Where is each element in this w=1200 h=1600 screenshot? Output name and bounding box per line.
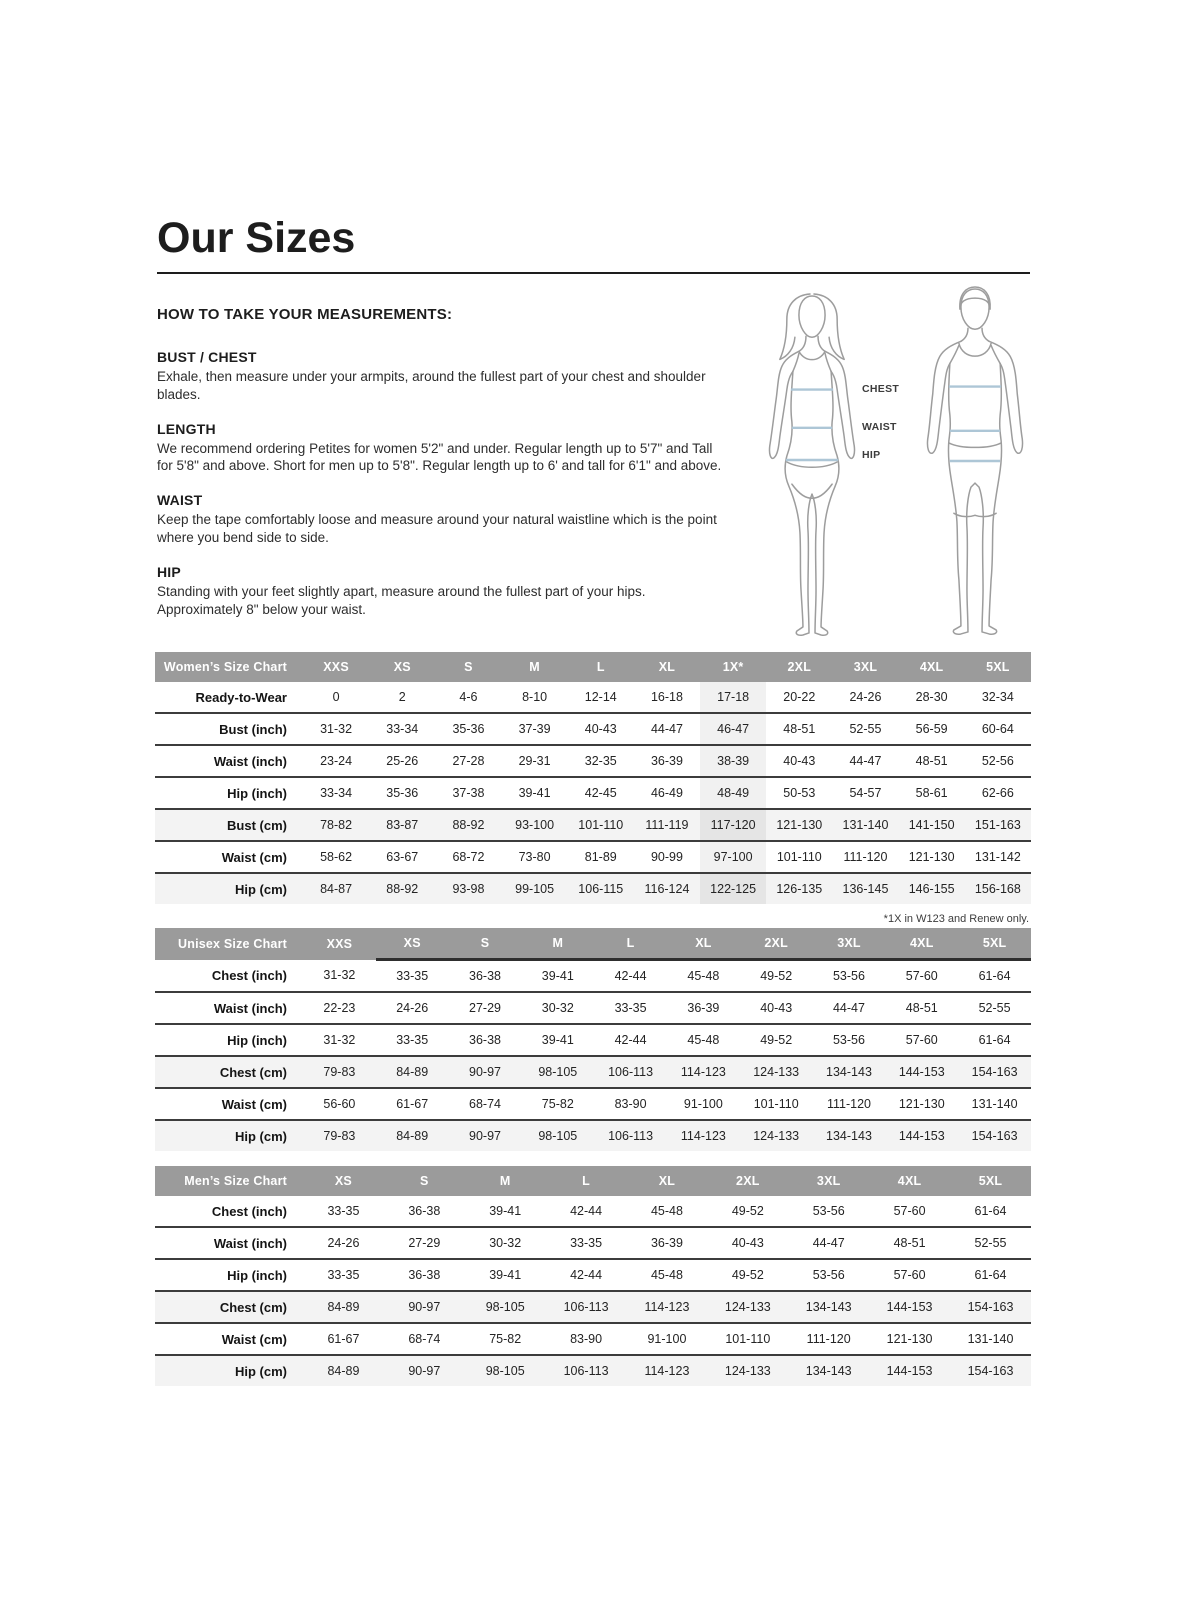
size-value-cell: 83-90 [570,1332,603,1346]
size-value-cell: 90-97 [408,1300,441,1314]
row-label-cell: Waist (cm) [221,849,287,865]
size-value-cell: 90-99 [650,850,683,864]
size-value-cell: 57-60 [905,1033,938,1047]
size-value-cell: 31-32 [320,722,353,736]
size-value-cell: 24-26 [396,1001,429,1015]
size-value-cell: 30-32 [489,1236,522,1250]
size-value-cell: 45-48 [687,969,720,983]
size-value-cell: 32-34 [981,690,1014,704]
size-column-header: 3XL [832,652,898,682]
size-value-cell: 90-97 [408,1364,441,1378]
size-value-cell: 53-56 [832,969,865,983]
women-size-table [155,652,1031,904]
size-value-cell: 84-89 [327,1364,360,1378]
size-value-cell: 124-133 [724,1300,771,1314]
figure-label-waist: WAIST [862,421,897,433]
size-value-cell: 83-87 [386,818,419,832]
size-value-cell: 35-36 [386,786,419,800]
section-heading: BUST / CHEST [157,349,257,365]
title-divider [157,272,1030,274]
size-value-cell: 27-29 [469,1001,501,1015]
size-column-header: 2XL [766,652,832,682]
size-value-cell: 36-38 [408,1268,441,1282]
size-value-cell: 36-38 [408,1204,441,1218]
size-column-header: L [568,652,634,682]
size-column-header: L [594,928,667,960]
measurement-sections [157,349,725,619]
size-column-header: 4XL [885,928,958,960]
size-column-header: 5XL [950,1166,1031,1196]
size-value-cell: 49-52 [760,969,793,983]
size-value-cell: 84-89 [396,1129,429,1143]
size-value-cell: 22-23 [323,1001,356,1015]
size-column-header: 2XL [707,1166,788,1196]
size-value-cell: 106-113 [608,1065,654,1079]
size-value-cell: 144-153 [886,1364,933,1378]
female-measure-lines [786,390,838,460]
size-value-cell: 42-44 [570,1204,603,1218]
size-value-cell: 144-153 [898,1065,945,1079]
size-value-cell: 48-51 [783,722,816,736]
size-value-cell: 8-10 [522,690,548,704]
size-value-cell: 39-41 [541,969,574,983]
size-value-cell: 52-56 [981,754,1014,768]
size-value-cell: 0 [332,690,340,704]
size-value-cell: 134-143 [805,1364,852,1378]
size-value-cell: 32-35 [584,754,617,768]
size-value-cell: 57-60 [893,1268,926,1282]
size-value-cell: 146-155 [908,882,955,896]
size-value-cell: 124-133 [753,1129,800,1143]
size-value-cell: 36-39 [687,1001,720,1015]
size-value-cell: 28-30 [915,690,948,704]
size-value-cell: 101-110 [753,1097,799,1111]
size-value-cell: 33-35 [327,1268,360,1282]
size-value-cell: 42-44 [614,1033,647,1047]
instructions-heading: HOW TO TAKE YOUR MEASUREMENTS: [157,306,453,323]
size-value-cell: 44-47 [650,722,683,736]
size-value-cell: 101-110 [776,850,822,864]
size-value-cell: 58-61 [915,786,948,800]
size-chart-header-row [155,1166,1031,1196]
measurement-section [157,492,725,547]
size-value-cell: 61-64 [978,1033,1011,1047]
measurement-row [155,745,1031,777]
size-value-cell: 56-60 [323,1097,356,1111]
size-value-cell: 58-62 [320,850,353,864]
size-value-cell: 121-130 [886,1332,933,1346]
measurement-row [155,1056,1031,1088]
size-column-header: S [449,928,522,960]
size-value-cell: 33-34 [320,786,353,800]
size-value-cell: 126-135 [776,882,823,896]
measurement-row [155,809,1031,841]
size-value-cell: 131-140 [971,1097,1018,1111]
size-value-cell: 79-83 [323,1065,356,1079]
size-value-cell: 93-98 [452,882,485,896]
size-value-cell: 141-150 [908,818,955,832]
measurement-row [155,1024,1031,1056]
size-value-cell: 39-41 [489,1204,522,1218]
size-value-cell: 114-123 [644,1364,690,1378]
size-value-cell: 136-145 [842,882,889,896]
size-value-cell: 53-56 [812,1268,845,1282]
size-value-cell: 83-90 [614,1097,647,1111]
size-value-cell: 36-38 [469,1033,501,1047]
size-column-header: XS [369,652,435,682]
size-value-cell: 24-26 [327,1236,360,1250]
size-value-cell: 25-26 [386,754,419,768]
size-value-cell: 154-163 [971,1065,1018,1079]
size-column-header: 2XL [740,928,813,960]
unisex-size-table [155,928,1031,1151]
row-label-cell: Chest (inch) [211,1203,287,1219]
figure-label-chest: CHEST [862,383,900,395]
size-column-header: 4XL [869,1166,950,1196]
size-value-cell: 61-64 [974,1204,1007,1218]
size-value-cell: 35-36 [452,722,485,736]
size-value-cell: 101-110 [725,1332,771,1346]
row-label-cell: Waist (cm) [221,1331,287,1347]
size-value-cell: 62-66 [981,786,1014,800]
size-column-header: 1X* [700,652,766,682]
measurement-row [155,1120,1031,1151]
section-heading: LENGTH [157,420,216,437]
section-heading: WAIST [157,492,203,509]
size-value-cell: 111-120 [826,1097,871,1111]
size-value-cell: 48-51 [893,1236,926,1250]
size-value-cell: 124-133 [753,1065,800,1079]
size-column-header: M [465,1166,546,1196]
row-label-cell: Hip (inch) [227,1032,287,1048]
size-value-cell: 23-24 [320,754,353,768]
size-value-cell: 31-32 [323,968,356,983]
size-column-header: XL [667,928,740,960]
size-value-cell: 98-105 [485,1300,525,1314]
page-title: Our Sizes [157,214,356,262]
size-value-cell: 98-105 [485,1364,525,1378]
size-value-cell: 53-56 [832,1033,865,1047]
size-value-cell: 33-34 [386,722,419,736]
size-value-cell: 97-100 [700,841,766,873]
size-column-header: XS [303,1166,384,1196]
size-column-header: XL [627,1166,708,1196]
size-value-cell: 52-55 [978,1001,1011,1015]
size-value-cell: 124-133 [724,1364,771,1378]
size-value-cell: 134-143 [826,1065,872,1079]
row-label-cell: Bust (inch) [219,721,287,737]
size-value-cell: 33-35 [396,969,429,983]
row-label-cell: Ready-to-Wear [195,689,287,705]
size-column-header: XL [634,652,700,682]
row-label-cell: Chest (cm) [219,1299,287,1315]
size-column-header: 5XL [965,652,1031,682]
size-value-cell: 131-140 [842,818,889,832]
size-value-cell: 36-38 [469,969,501,983]
size-value-cell: 111-119 [645,818,689,832]
section-description: Keep the tape comfortably loose and measure around your natural waistline which is the point where you bend side to side. [157,512,717,546]
size-value-cell: 111-120 [843,850,888,864]
unisex-size-chart [155,928,1031,1151]
size-value-cell: 31-32 [323,1033,356,1047]
size-value-cell: 134-143 [805,1300,852,1314]
size-value-cell: 106-115 [578,882,624,896]
size-value-cell: 54-57 [849,786,882,800]
size-value-cell: 42-44 [570,1268,603,1282]
size-value-cell: 68-72 [452,850,485,864]
size-value-cell: 84-87 [320,882,353,896]
size-value-cell: 40-43 [731,1236,764,1250]
female-outline [769,294,854,635]
size-column-header: 3XL [813,928,886,960]
section-description: Standing with your feet slightly apart, measure around the fullest part of your hips. Approximately 8" below your waist. [157,583,646,617]
size-chart-header-row [155,928,1031,960]
body-measurement-figures [748,282,1048,644]
row-label-cell: Waist (inch) [213,1000,287,1016]
size-column-header: M [521,928,594,960]
size-column-header: 5XL [958,928,1031,960]
size-value-cell: 121-130 [908,850,955,864]
size-value-cell: 61-67 [327,1332,360,1346]
size-value-cell: 46-47 [700,713,766,745]
measurement-row [155,873,1031,904]
size-value-cell: 144-153 [898,1129,945,1143]
size-column-header: XXS [303,928,376,960]
measurement-row [155,1291,1031,1323]
measurement-row [155,777,1031,809]
size-value-cell: 117-120 [700,809,766,841]
size-value-cell: 45-48 [687,1033,720,1047]
size-value-cell: 2 [398,690,406,704]
size-value-cell: 57-60 [893,1204,926,1218]
size-value-cell: 99-105 [515,882,555,896]
size-value-cell: 12-14 [584,690,617,704]
size-value-cell: 27-29 [408,1236,441,1250]
size-value-cell: 81-89 [584,850,617,864]
measurement-instructions [157,306,725,636]
size-value-cell: 44-47 [849,754,882,768]
size-value-cell: 33-35 [396,1033,429,1047]
chart-footnote: *1X in W123 and Renew only. [883,913,1029,925]
measurement-row [155,1088,1031,1120]
size-value-cell: 36-39 [650,1236,683,1250]
size-value-cell: 45-48 [650,1204,683,1218]
size-value-cell: 48-51 [905,1001,938,1015]
chart-title-cell: Women’s Size Chart [155,652,303,682]
size-value-cell: 33-35 [614,1001,647,1015]
size-value-cell: 61-67 [396,1097,429,1111]
section-heading: HIP [157,563,181,580]
size-column-header: 3XL [788,1166,869,1196]
size-value-cell: 84-89 [396,1065,429,1079]
size-value-cell: 84-89 [327,1300,360,1314]
size-value-cell: 73-80 [518,850,551,864]
measurement-section [157,564,725,619]
measurement-row [155,1227,1031,1259]
size-column-header: S [435,652,501,682]
size-column-header: XXS [303,652,369,682]
size-value-cell: 30-32 [541,1001,574,1015]
row-label-cell: Waist (inch) [213,753,287,769]
size-value-cell: 98-105 [538,1129,578,1143]
men-size-chart [155,1166,1031,1386]
measurement-row [155,713,1031,745]
size-value-cell: 49-52 [760,1033,793,1047]
size-value-cell: 56-59 [915,722,948,736]
size-value-cell: 156-168 [974,882,1021,896]
size-value-cell: 154-163 [967,1300,1014,1314]
size-value-cell: 121-130 [898,1097,945,1111]
size-value-cell: 27-28 [452,754,485,768]
figure-label-hip: HIP [862,449,881,461]
size-value-cell: 91-100 [647,1332,687,1346]
section-description: Exhale, then measure under your armpits, around the fullest part of your chest and shoulder blades. [157,369,706,402]
size-value-cell: 40-43 [783,754,816,768]
size-value-cell: 48-49 [700,777,766,809]
male-measure-lines [949,387,1001,461]
male-figure-illustration [904,282,1046,642]
size-column-header: L [546,1166,627,1196]
size-value-cell: 24-26 [849,690,882,704]
size-value-cell: 116-124 [644,882,690,896]
size-value-cell: 49-52 [731,1268,764,1282]
size-value-cell: 39-41 [541,1033,574,1047]
measurement-row [155,841,1031,873]
measurement-section [157,421,725,476]
size-value-cell: 68-74 [469,1097,501,1111]
size-value-cell: 90-97 [469,1129,501,1143]
size-value-cell: 98-105 [538,1065,578,1079]
size-value-cell: 37-39 [518,722,551,736]
size-value-cell: 52-55 [974,1236,1007,1250]
size-value-cell: 20-22 [783,690,816,704]
size-value-cell: 114-123 [680,1129,726,1143]
row-label-cell: Chest (inch) [211,967,287,983]
row-label-cell: Waist (inch) [213,1235,287,1251]
size-value-cell: 144-153 [886,1300,933,1314]
size-value-cell: 46-49 [650,786,683,800]
size-chart-header-row [155,652,1031,682]
size-value-cell: 90-97 [469,1065,501,1079]
size-value-cell: 101-110 [578,818,624,832]
women-size-chart [155,652,1031,925]
size-value-cell: 154-163 [967,1364,1014,1378]
size-value-cell: 93-100 [515,818,555,832]
measurement-row [155,1355,1031,1386]
size-column-header: M [502,652,568,682]
size-value-cell: 114-123 [644,1300,690,1314]
row-label-cell: Bust (cm) [227,817,287,833]
size-value-cell: 131-140 [967,1332,1014,1346]
female-figure-illustration [750,288,874,638]
size-value-cell: 134-143 [826,1129,872,1143]
size-value-cell: 57-60 [905,969,938,983]
size-value-cell: 106-113 [563,1364,609,1378]
men-size-table [155,1166,1031,1386]
row-label-cell: Hip (cm) [235,1128,287,1144]
size-value-cell: 44-47 [832,1001,865,1015]
size-value-cell: 49-52 [731,1204,764,1218]
size-value-cell: 53-56 [812,1204,845,1218]
row-label-cell: Hip (cm) [235,1363,287,1379]
size-value-cell: 88-92 [452,818,485,832]
size-value-cell: 45-48 [650,1268,683,1282]
section-description: We recommend ordering Petites for women 5'2" and under. Regular length up to 5'7" and Tall for 5'8" and above. Short for men up to 5'8". Regular length up to 6' and tall for 6'1" and above. [157,440,722,474]
chart-title-cell: Unisex Size Chart [155,928,303,960]
size-value-cell: 63-67 [386,850,419,864]
size-value-cell: 42-44 [614,969,647,983]
size-value-cell: 17-18 [700,682,766,713]
size-column-header: S [384,1166,465,1196]
size-value-cell: 16-18 [650,690,683,704]
size-value-cell: 106-113 [608,1129,654,1143]
row-label-cell: Waist (cm) [221,1096,287,1112]
size-value-cell: 106-113 [563,1300,609,1314]
size-value-cell: 111-120 [806,1332,851,1346]
size-value-cell: 91-100 [683,1097,723,1111]
size-value-cell: 151-163 [974,818,1021,832]
size-value-cell: 52-55 [849,722,882,736]
size-value-cell: 61-64 [978,969,1011,983]
size-value-cell: 33-35 [570,1236,603,1250]
size-value-cell: 121-130 [776,818,823,832]
size-value-cell: 4-6 [459,690,478,704]
measurement-row [155,1196,1031,1227]
size-value-cell: 40-43 [760,1001,793,1015]
size-value-cell: 42-45 [584,786,617,800]
row-label-cell: Hip (inch) [227,1267,287,1283]
size-column-header: XS [376,928,449,960]
size-value-cell: 154-163 [971,1129,1018,1143]
measurement-section [157,349,725,404]
size-value-cell: 75-82 [541,1097,574,1111]
size-value-cell: 36-39 [650,754,683,768]
row-label-cell: Chest (cm) [219,1064,287,1080]
size-value-cell: 60-64 [981,722,1014,736]
measurement-row [155,1259,1031,1291]
size-value-cell: 114-123 [680,1065,726,1079]
size-value-cell: 122-125 [700,873,766,904]
size-value-cell: 48-51 [915,754,948,768]
size-value-cell: 131-142 [974,850,1021,864]
size-value-cell: 78-82 [320,818,353,832]
size-value-cell: 29-31 [518,754,551,768]
size-value-cell: 38-39 [700,745,766,777]
size-value-cell: 40-43 [584,722,617,736]
row-label-cell: Hip (inch) [227,785,287,801]
size-value-cell: 33-35 [327,1204,360,1218]
measurement-row [155,682,1031,713]
measurement-row [155,960,1031,993]
measurement-row [155,992,1031,1024]
size-value-cell: 37-38 [452,786,485,800]
size-value-cell: 39-41 [518,786,551,800]
measurement-row [155,1323,1031,1355]
size-value-cell: 44-47 [812,1236,845,1250]
size-value-cell: 75-82 [489,1332,522,1346]
size-value-cell: 68-74 [408,1332,441,1346]
size-column-header: 4XL [899,652,965,682]
size-value-cell: 79-83 [323,1129,356,1143]
size-value-cell: 39-41 [489,1268,522,1282]
size-value-cell: 50-53 [783,786,816,800]
row-label-cell: Hip (cm) [235,881,287,897]
size-value-cell: 88-92 [386,882,419,896]
chart-title-cell: Men’s Size Chart [155,1166,303,1196]
size-value-cell: 61-64 [974,1268,1007,1282]
